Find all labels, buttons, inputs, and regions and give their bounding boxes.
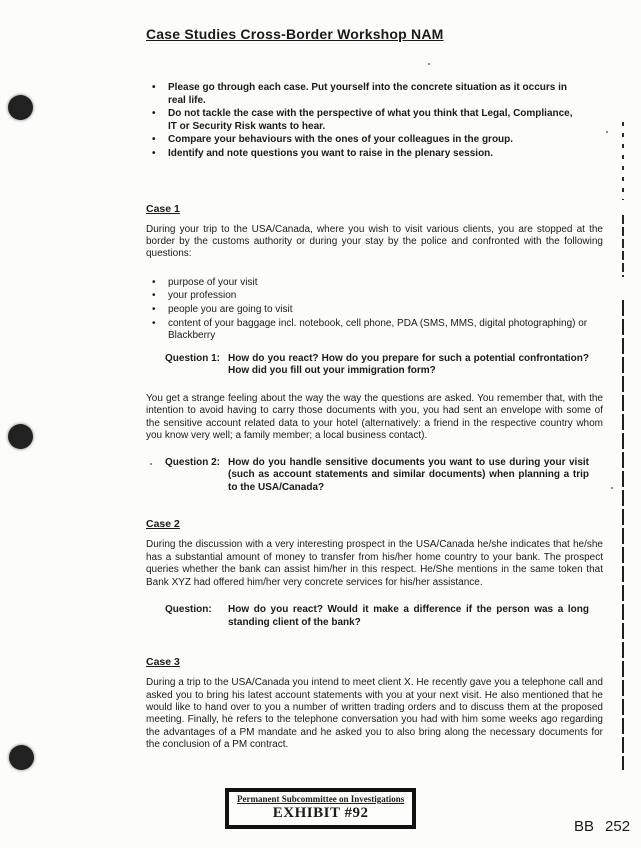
scan-artifact-line [622,122,624,200]
case1-observation-paragraph: You get a strange feeling about the way the way the questions are asked. You remember that, with the intention to avoid having to carry those documents with you, you had sent an envelope with some of the sensitive account related data to your hotel (alternatively: a friend in the respective country whom you know very well; a family member; a local business contact). [146,392,603,442]
bates-prefix: BB [574,818,595,835]
list-item: • people you are going to visit [146,304,593,317]
case3-heading: Case 3 [146,656,180,669]
list-item: • your profession [146,290,593,303]
case3-intro-paragraph: During a trip to the USA/Canada you intend to meet client X. He recently gave you a telephone call and asked you to bring his latest account statements with you at your next visit. He also mentioned that he would like to hand over to you a number of written trading orders and to discuss them at the proposed meeting. Finally, he refers to the telephone conversation you had with him some weeks ago regarding the advantages of a PM mandate and he asked you to also bring along the necessary documents for the conclusion of a PM contract. [146,677,603,751]
stamp-committee-label: Permanent Subcommittee on Investigations [237,794,405,804]
question-label: Question 2: [165,456,221,468]
case1-question1 [165,353,589,378]
stamp-exhibit-number: EXHIBIT #92 [272,805,369,821]
scan-artifact-line [622,300,624,770]
question-text: How do you handle sensitive documents you want to use during your visit (such as account statements and similar documents) when planning a trip to the USA/Canada? [228,456,589,493]
list-item: • Do not tackle the case with the perspective of what you think that Legal, Compliance, IT or Security Risk wants to hear. [146,108,578,133]
question-text: How do you react? How do you prepare for such a potential confrontation? How did you fill out your immigration form? [228,352,589,377]
case2-intro-paragraph: During the discussion with a very interesting prospect in the USA/Canada he/she indicates that he/she has a substantial amount of money to transfer from his/her home country to your bank. The prospect queries whether the bank can assist him/her in this respect. He/She mentions in the same token that Bank XYZ had offered him/her very concrete services for his/her assistance. [146,539,603,588]
case2-heading: Case 2 [146,518,180,531]
exhibit-stamp-inner-frame [228,791,413,826]
hole-punch-mark [8,95,33,120]
list-item: • Identify and note questions you want to raise in the plenary session. [146,148,578,161]
case2-question [165,604,589,629]
question-label: Question 1: [165,352,221,364]
list-item: • Please go through each case. Put yourself into the concrete situation as it occurs in real life. [146,82,578,107]
case1-heading: Case 1 [146,202,180,215]
scan-speck [611,487,613,489]
scan-speck [606,131,608,133]
list-item: • Compare your behaviours with the ones of your colleagues in the group. [146,134,578,147]
hole-punch-mark [9,745,34,770]
question-label: Question: [165,603,212,615]
case1-intro-paragraph: During your trip to the USA/Canada, where you wish to visit various clients, you are stopped at the border by the customs authority or during your stay by the police and confronted with the following questions: [146,223,603,260]
page-title: Case Studies Cross-Border Workshop NAM [146,26,444,42]
list-item: • purpose of your visit [146,277,593,290]
case1-question2 [165,457,589,495]
exhibit-stamp [225,788,416,829]
case1-question-topics-list [146,277,593,343]
bates-number [574,818,630,835]
bates-digits: 252 [605,818,631,835]
document-body [146,26,603,752]
hole-punch-mark [8,424,33,449]
list-item: • content of your baggage incl. notebook, cell phone, PDA (SMS, MMS, digital photographing) or Blackberry [146,318,593,343]
scan-artifact-line [622,215,624,277]
intro-instruction-list [146,82,578,161]
question-text: How do you react? Would it make a difference if the person was a long standing client of the bank? [228,603,589,628]
